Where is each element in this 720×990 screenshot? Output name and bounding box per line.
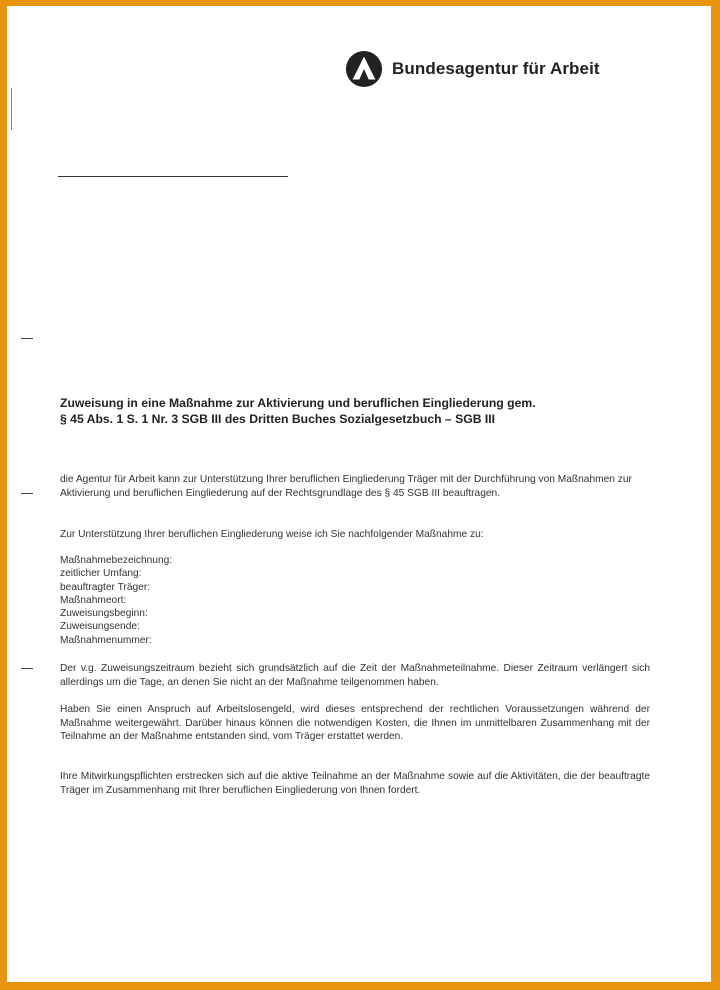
agency-name: Bundesagentur für Arbeit <box>392 59 600 78</box>
field-label: beauftragter Träger: <box>60 581 151 593</box>
field-label: Zuweisungsbeginn: <box>60 608 148 620</box>
fold-mark-middle <box>21 493 33 494</box>
agency-logo <box>345 50 600 88</box>
fold-mark-bottom <box>21 668 33 669</box>
field-label: Maßnahmeort: <box>60 594 127 606</box>
field-label: Zuweisungsende: <box>60 621 140 633</box>
document-page <box>7 6 711 982</box>
assignment-paragraph: Zur Unterstützung Ihrer beruflichen Eingliederung weise ich Sie nachfolgender Maßnahme zu: <box>60 529 484 540</box>
intro-paragraph: die Agentur für Arbeit kann zur Unterstützung Ihrer beruflichen Eingliederung Träger mit der Durchführung von Maßnahmen zur Aktivierung und beruflichen Eingliederung auf der Rechtsgrundlage des § 45 SGB III beauftragen. <box>60 474 632 499</box>
fold-mark-top <box>21 338 33 339</box>
field-label: Maßnahmenummer: <box>60 634 152 646</box>
duties-paragraph: Ihre Mitwirkungspflichten erstrecken sich auf die aktive Teilnahme an der Maßnahme sowie auf die Aktivitäten, die der beauftragte Träger im Zusammenhang mit Ihrer beruflichen Eingliederung von Ihnen fordert. <box>60 771 650 796</box>
document-title <box>60 395 660 427</box>
punch-mark <box>11 88 12 130</box>
benefits-paragraph: Haben Sie einen Anspruch auf Arbeitslosengeld, wird dieses entsprechend der rechtlichen Voraussetzungen während der Maßnahme weitergewährt. Darüber hinaus können die notwendigen Kosten, die Ihnen im unmittelbaren Zusammenhang mit der Teilnahme an der Maßnahme entstanden sind, vom Träger erstattet werden. <box>60 704 650 743</box>
address-window-line <box>58 176 288 177</box>
title-line-1: Zuweisung in eine Maßnahme zur Aktivierung und beruflichen Eingliederung gem. <box>60 396 536 410</box>
ba-logo-icon <box>345 50 383 88</box>
period-paragraph: Der v.g. Zuweisungszeitraum bezieht sich grundsätzlich auf die Zeit der Maßnahmeteilnahme. Dieser Zeitraum verlängert sich allerdings um die Tage, an denen Sie nicht an der Maßnahme teilgenommen haben. <box>60 663 650 688</box>
field-label: zeitlicher Umfang: <box>60 568 142 580</box>
measure-fields <box>60 554 172 647</box>
field-label: Maßnahmebezeichnung: <box>60 555 173 566</box>
title-line-2: § 45 Abs. 1 S. 1 Nr. 3 SGB III des Dritten Buches Sozialgesetzbuch – SGB III <box>60 412 496 426</box>
